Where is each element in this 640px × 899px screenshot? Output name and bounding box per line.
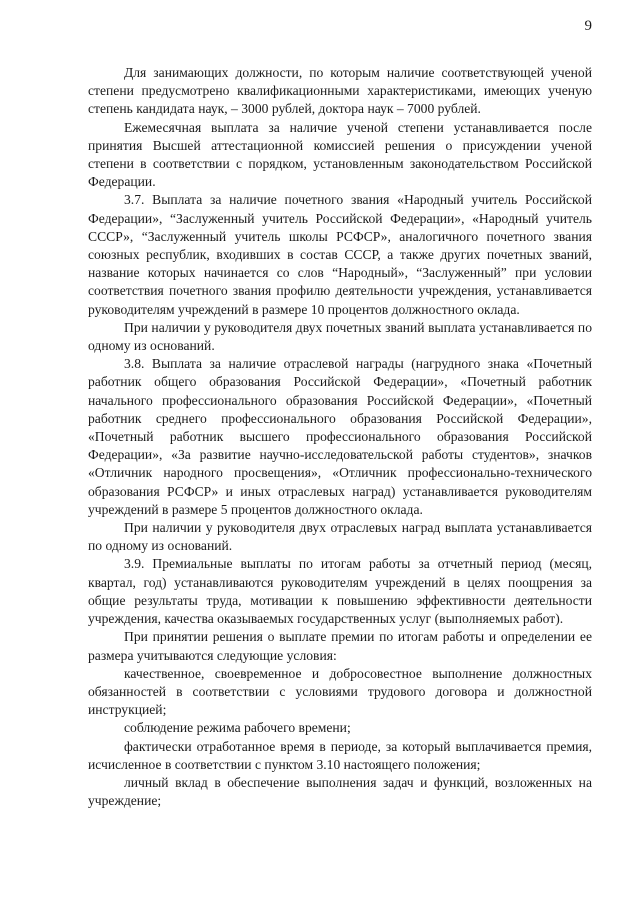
page-number: 9	[584, 18, 592, 34]
list-item: соблюдение режима рабочего времени;	[124, 720, 351, 736]
paragraph: 3.9. Премиальные выплаты по итогам работы за отчетный период (месяц, квартал, год) устанавливаются руководителям учреждений в целях поощрения за общие результаты труда, мотивации к повышению эффективности деятельности учреждения, качества оказываемых государственных услуг (выполняемых работ).	[88, 556, 592, 627]
paragraph: 3.8. Выплата за наличие отраслевой награды (нагрудного знака «Почетный работник общего образования Российской Федерации», «Почетный работник начального профессионального образования Российской Федерации», «Почетный работник среднего профессионального образования Российской Федерации», «Почетный работник высшего профессионального образования Российской Федерации», «За развитие научно-исследовательской работы студентов», значков «Отличник народного просвещения», «Отличник профессионально-технического образования РСФСР» и иных отраслевых наград) устанавливается руководителям учреждений в размере 5 процентов должностного оклада.	[88, 356, 592, 517]
paragraph: 3.7. Выплата за наличие почетного звания «Народный учитель Российской Федерации», “Заслуженный учитель Российской Федерации», «Народный учитель СССР», “Заслуженный учитель школы РСФСР», аналогичного почетного звания союзных республик, входивших в состав СССР, а также других почетных званий, название которых начинается со слов “Народный», “Заслуженный” при условии соответствия почетного звания профилю деятельности учреждения, устанавливается руководителям учреждений в размере 10 процентов должностного оклада.	[88, 192, 592, 317]
paragraph: При наличии у руководителя двух отраслевых наград выплата устанавливается по одному из оснований.	[88, 520, 592, 554]
list-item: личный вклад в обеспечение выполнения задач и функций, возложенных на учреждение;	[88, 774, 592, 809]
document-body	[88, 64, 592, 810]
paragraph: При принятии решения о выплате премии по итогам работы и определении ее размера учитываются следующие условия:	[88, 629, 592, 663]
list-item: качественное, своевременное и добросовестное выполнение должностных обязанностей в соответствии с условиями трудового договора и должностной инструкцией;	[88, 665, 592, 718]
list-item: фактически отработанное время в периоде, за который выплачивается премия, исчисленное в соответствии с пунктом 3.10 настоящего положения;	[88, 738, 592, 772]
paragraph: При наличии у руководителя двух почетных званий выплата устанавливается по одному из оснований.	[88, 319, 592, 354]
paragraph: Для занимающих должности, по которым наличие соответствующей ученой степени предусмотрено квалификационными характеристиками, имеющих ученую степень кандидата наук, – 3000 рублей, доктора наук – 7000 рублей.	[88, 65, 592, 117]
paragraph: Ежемесячная выплата за наличие ученой степени устанавливается после принятия Высшей аттестационной комиссией решения о присуждении ученой степени в соответствии с порядком, установленным законодательством Российской Федерации.	[88, 119, 592, 190]
